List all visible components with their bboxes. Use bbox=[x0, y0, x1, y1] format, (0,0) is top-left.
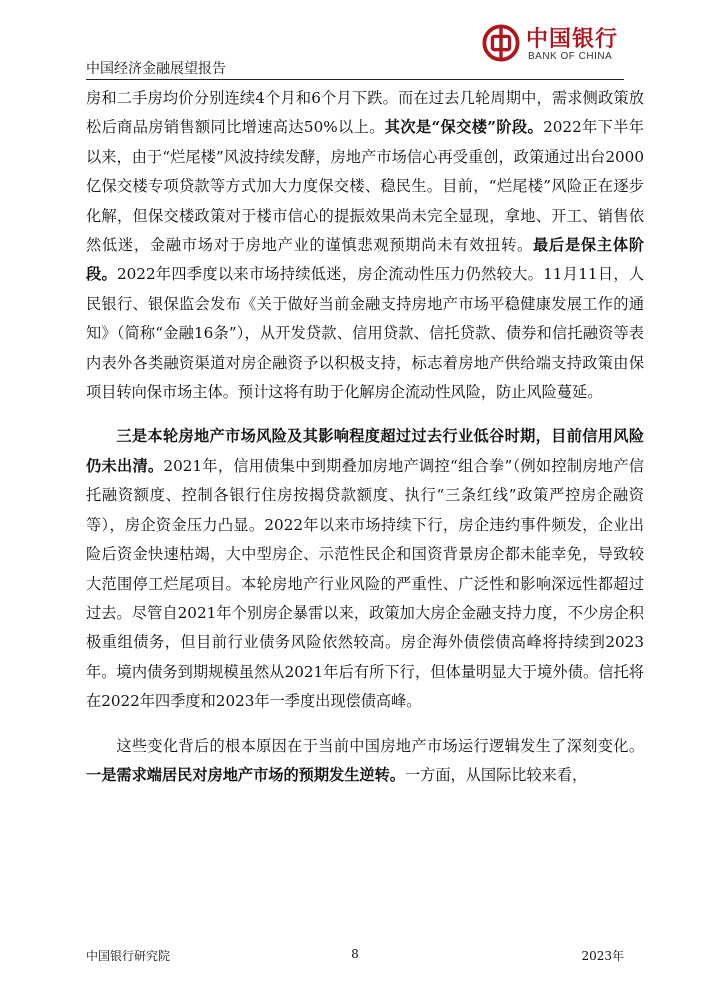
text-segment: 2022年四季度以来市场持续低迷，房企流动性压力仍然较大。11月11日，人民银行、银保监会发布《关于做好当前金融支持房地产市场平稳健康发展工作的通知》（简称“金融16条”），从开发贷款、信用贷款、信托贷款、债券和信托融资等表内表外各类融资渠道对房企融资予以积极支持，标志着房地产供给端支持政策由保项目转向保市场主体。预计这将有助于化解房企流动性风险，防止风险蔓延。 bbox=[86, 265, 645, 402]
footer-year: 2023年 bbox=[581, 949, 624, 963]
footer-institute: 中国银行研究院 bbox=[86, 949, 171, 963]
paragraph bbox=[86, 732, 644, 791]
header-divider bbox=[86, 79, 624, 80]
bank-of-china-emblem-icon bbox=[482, 24, 520, 62]
text-segment: 一方面，从国际比较来看， bbox=[404, 765, 588, 784]
page-number: 8 bbox=[351, 947, 359, 961]
bold-text-segment: 其次是“保交楼”阶段。 bbox=[384, 118, 544, 137]
text-segment: 2021年，信用债集中到期叠加房地产调控“组合拳”（例如控制房地产信托融资额度、控制各银行住房按揭贷款额度、执行“三条红线”政策严控房企融资等），房企资金压力凸显。2022年以来市场持续下行，房企违约事件频发，企业出险后资金快速枯竭，大中型房企、示范性民企和国资背景房企都未能幸免，导致较大范围停工烂尾项目。本轮房地产行业风险的严重性、广泛性和影响深远性都超过过去。尽管自2021年个别房企暴雷以来，政策加大房企金融支持力度，不少房企积极重组债务，但目前行业债务风险依然较高。房企海外债偿债高峰将持续到2023年。境内债务到期规模虽然从2021年后有所下行，但体量明显大于境外债。信托将在2022年四季度和2023年一季度出现偿债高峰。 bbox=[86, 456, 644, 711]
text-segment: 这些变化背后的根本原因在于当前中国房地产市场运行逻辑发生了深刻变化。 bbox=[116, 736, 644, 755]
logo-english-name: BANK OF CHINA bbox=[528, 51, 613, 62]
bold-text-segment: 一是需求端居民对房地产市场的预期发生逆转。 bbox=[86, 765, 405, 784]
report-title: 中国经济金融展望报告 bbox=[86, 61, 226, 77]
bold-text-segment: 最后是保主体阶段。 bbox=[86, 236, 645, 284]
paragraph bbox=[86, 84, 644, 407]
text-segment: 房和二手房均价分别连续4个月和6个月下跌。而在过去几轮周期中，需求侧政策放松后商品房销售额同比增速高达50%以上。 bbox=[86, 89, 644, 137]
body-text bbox=[86, 84, 644, 790]
bold-text-segment: 三是本轮房地产市场风险及其影响程度超过过去行业低谷时期，目前信用风险仍未出清。 bbox=[86, 427, 644, 475]
logo-chinese-name: 中国银行 bbox=[526, 26, 619, 52]
paragraph bbox=[86, 422, 644, 716]
bank-logo bbox=[482, 18, 622, 78]
text-segment: 2022年下半年以来，由于“烂尾楼”风波持续发酵，房地产市场信心再受重创，政策通过出台2000亿保交楼专项贷款等方式加大力度保交楼、稳民生。目前，“烂尾楼”风险正在逐步化解，但保交楼政策对于楼市信心的提振效果尚未完全显现，拿地、开工、销售依然低迷，金融市场对于房地产业的谨慎悲观预期尚未有效扭转。 bbox=[86, 118, 644, 255]
page-header bbox=[86, 18, 624, 80]
